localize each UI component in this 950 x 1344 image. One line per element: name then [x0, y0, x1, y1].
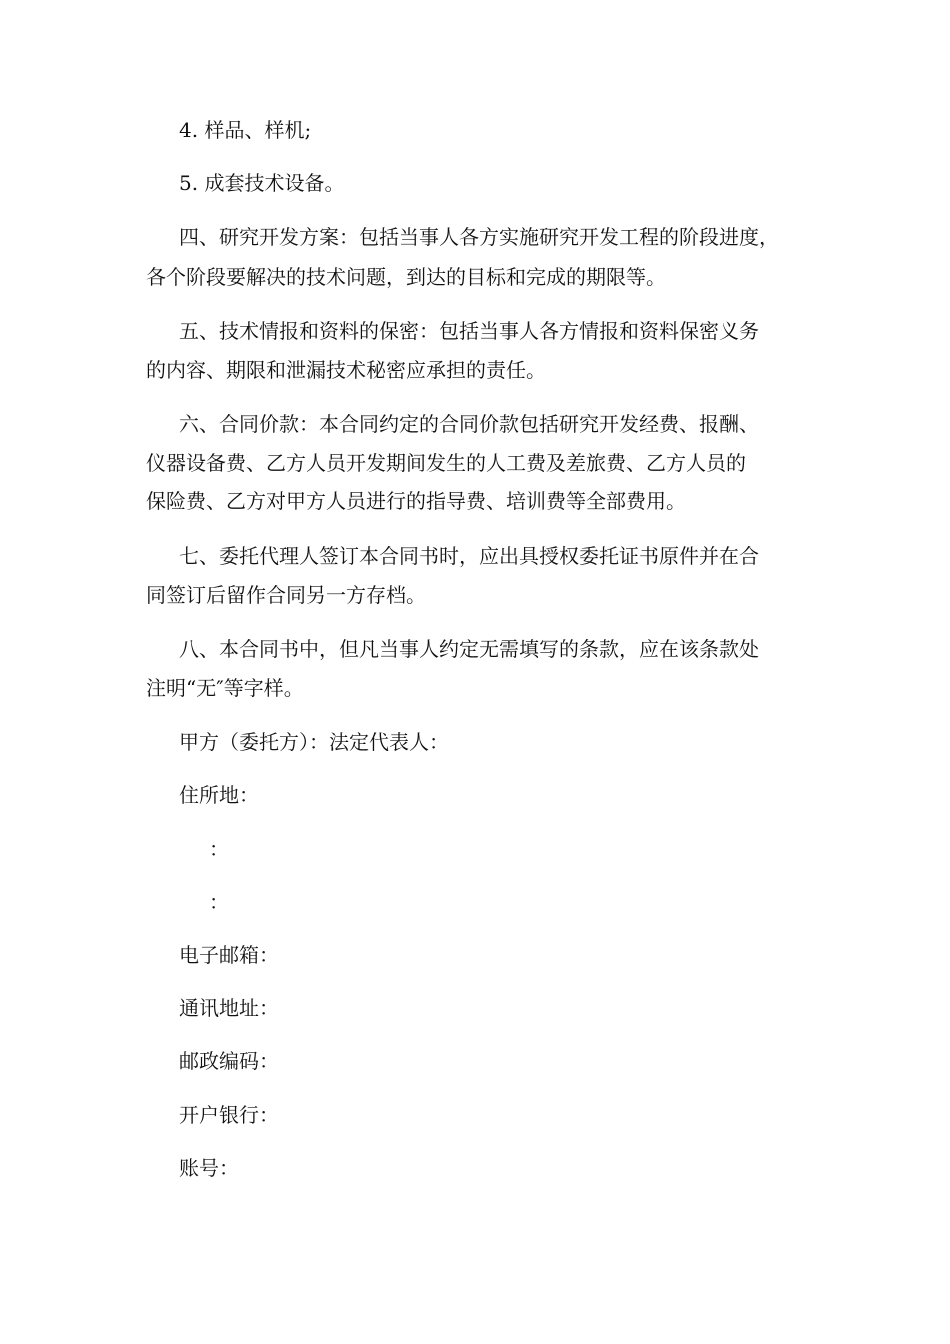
party-a-address: 住所地： — [179, 783, 259, 807]
section-7-line-1: 七、委托代理人签订本合同书时，应出具授权委托证书原件并在合 — [179, 544, 759, 568]
list-item-samples: 4. 样品、样机; — [179, 118, 312, 142]
party-a-header: 甲方（委托方）：法定代表人： — [179, 730, 449, 754]
section-6-line-2: 仪器设备费、乙方人员开发期间发生的人工费及差旅费、乙方人员的 — [146, 451, 746, 475]
section-8-line-1: 八、本合同书中，但凡当事人约定无需填写的条款，应在该条款处 — [179, 637, 759, 661]
party-a-bank: 开户银行： — [179, 1103, 279, 1127]
section-4-line-1: 四、研究开发方案：包括当事人各方实施研究开发工程的阶段进度， — [179, 225, 779, 249]
list-item-equipment: 5. 成套技术设备。 — [179, 171, 345, 195]
section-5-line-2: 的内容、期限和泄漏技术秘密应承担的责任。 — [146, 358, 546, 382]
party-a-email: 电子邮箱： — [179, 943, 279, 967]
section-7-line-2: 同签订后留作合同另一方存档。 — [146, 583, 426, 607]
section-5-line-1: 五、技术情报和资料的保密：包括当事人各方情报和资料保密义务 — [179, 319, 759, 343]
section-6-line-1: 六、合同价款：本合同约定的合同价款包括研究开发经费、报酬、 — [179, 412, 759, 436]
section-8-line-2: 注明“无″等字样。 — [146, 676, 304, 700]
party-a-account: 账号： — [179, 1156, 239, 1180]
section-4-line-2: 各个阶段要解决的技术问题，到达的目标和完成的期限等。 — [146, 265, 666, 289]
party-a-blank-2: ： — [209, 890, 229, 914]
party-a-postal-code: 邮政编码： — [179, 1049, 279, 1073]
party-a-mailing-address: 通讯地址： — [179, 996, 279, 1020]
party-a-blank-1: ： — [209, 837, 229, 861]
section-6-line-3: 保险费、乙方对甲方人员进行的指导费、培训费等全部费用。 — [146, 489, 686, 513]
